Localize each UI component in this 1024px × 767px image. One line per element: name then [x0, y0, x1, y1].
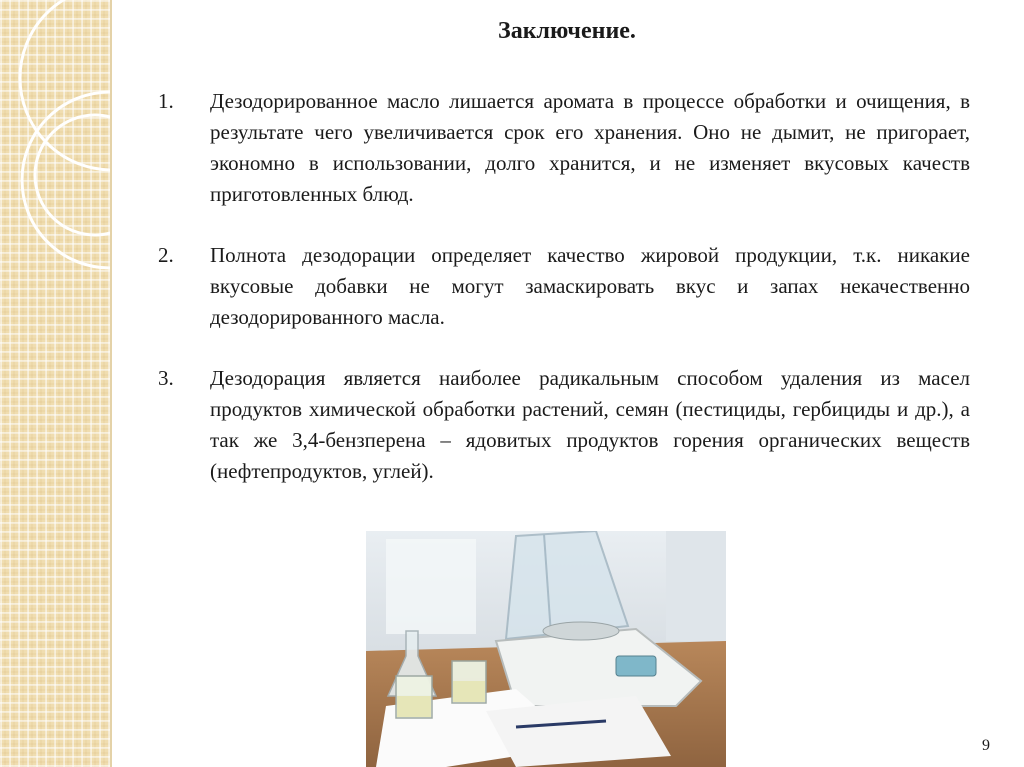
slide-title: Заключение. [498, 18, 636, 44]
conclusions-list [158, 86, 970, 517]
sidebar-divider [110, 0, 112, 767]
list-item-text: Дезодорированное масло лишается аромата в процессе обработки и очищения, в результате чего увеличивается срок его хранения. Оно не дымит, не пригорает, экономно в использовании, долго хранится, и не изменяет вкусовых качеств приготовленных блюд. [210, 89, 970, 206]
lab-photo [366, 531, 726, 767]
list-item-text: Дезодорация является наиболее радикальным способом удаления из масел продуктов химической обработки растений, семян (пестициды, гербициды и др.), а так же 3,4-бензперена – ядовитых продуктов горения органических веществ (нефтепродуктов, углей). [210, 366, 970, 483]
page-number: 9 [982, 737, 990, 754]
list-item-number: 3. [158, 366, 174, 390]
decorative-rings [0, 0, 110, 767]
ring-small [35, 115, 110, 235]
list-item-text: Полнота дезодорации определяет качество жировой продукции, т.к. никакие вкусовые добавки не могут замаскировать вкус и запах некачественно дезодорированного масла. [210, 243, 970, 329]
list-item-number: 2. [158, 243, 174, 267]
list-item [158, 363, 970, 487]
decorative-sidebar [0, 0, 110, 767]
ring-large [20, 0, 110, 170]
list-item-number: 1. [158, 89, 174, 113]
lab-scale-illustration [366, 531, 726, 767]
list-item [158, 240, 970, 333]
list-item [158, 86, 970, 210]
